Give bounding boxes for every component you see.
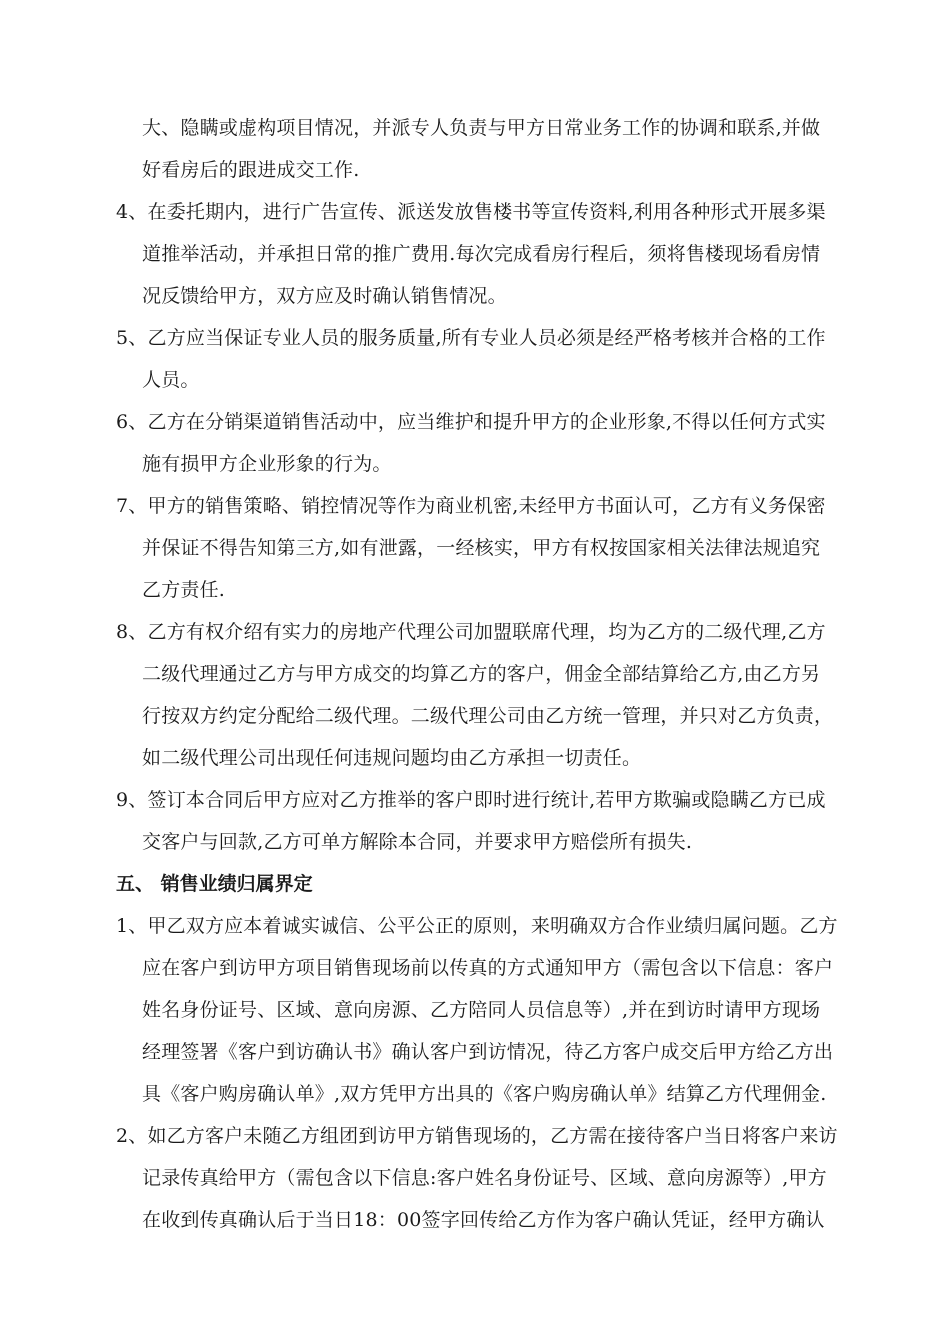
paragraph-line: 交客户与回款,乙方可单方解除本合同，并要求甲方赔偿所有损失. (142, 831, 693, 853)
paragraph-line: 应在客户到访甲方项目销售现场前以传真的方式通知甲方（需包含以下信息：客户 (142, 957, 834, 979)
list-item-5: 5、乙方应当保证专业人员的服务质量,所有专业人员必须是经严格考核并合格的工作 (116, 327, 826, 349)
list-item-7: 7、甲方的销售策略、销控情况等作为商业机密,未经甲方书面认可，乙方有义务保密 (116, 495, 826, 517)
list-item-8: 8、乙方有权介绍有实力的房地产代理公司加盟联席代理，均为乙方的二级代理,乙方 (116, 621, 826, 643)
paragraph-line: 如二级代理公司出现任何违规问题均由乙方承担一切责任。 (142, 747, 642, 769)
paragraph-line: 施有损甲方企业形象的行为。 (142, 453, 392, 475)
list-item-2: 2、如乙方客户未随乙方组团到访甲方销售现场的，乙方需在接待客户当日将客户来访 (116, 1125, 838, 1147)
list-item-1: 1、甲乙双方应本着诚实诚信、公平公正的原则，来明确双方合作业绩归属问题。乙方 (116, 915, 838, 937)
paragraph-line: 行按双方约定分配给二级代理。二级代理公司由乙方统一管理，并只对乙方负责， (142, 705, 834, 727)
paragraph-line: 况反馈给甲方，双方应及时确认销售情况。 (142, 285, 507, 307)
paragraph-line: 在收到传真确认后于当日18：00签字回传给乙方作为客户确认凭证，经甲方确认 (142, 1209, 825, 1231)
paragraph-line: 道推举活动，并承担日常的推广费用.每次完成看房行程后，须将售楼现场看房情 (142, 243, 821, 265)
list-item-4: 4、在委托期内，进行广告宣传、派送发放售楼书等宣传资料,利用各种形式开展多渠 (116, 201, 826, 223)
list-item-9: 9、签订本合同后甲方应对乙方推举的客户即时进行统计,若甲方欺骗或隐瞒乙方已成 (116, 789, 826, 811)
paragraph-line: 姓名身份证号、区域、意向房源、乙方陪同人员信息等）,并在到访时请甲方现场 (142, 999, 821, 1021)
list-item-6: 6、乙方在分销渠道销售活动中，应当维护和提升甲方的企业形象,不得以任何方式实 (116, 411, 826, 433)
paragraph-line: 经理签署《客户到访确认书》确认客户到访情况，待乙方客户成交后甲方给乙方出 (142, 1041, 834, 1063)
paragraph-line: 并保证不得告知第三方,如有泄露，一经核实，甲方有权按国家相关法律法规追究 (142, 537, 821, 559)
section-heading: 五、 销售业绩归属界定 (116, 873, 313, 895)
paragraph-line: 二级代理通过乙方与甲方成交的均算乙方的客户，佣金全部结算给乙方,由乙方另 (142, 663, 821, 685)
paragraph-line: 好看房后的跟进成交工作. (142, 159, 360, 181)
paragraph-line: 具《客户购房确认单》,双方凭甲方出具的《客户购房确认单》结算乙方代理佣金. (142, 1083, 827, 1105)
paragraph-line: 记录传真给甲方（需包含以下信息:客户姓名身份证号、区域、意向房源等）,甲方 (142, 1167, 827, 1189)
paragraph-line: 大、隐瞒或虚构项目情况，并派专人负责与甲方日常业务工作的协调和联系,并做 (142, 117, 821, 139)
paragraph-line: 乙方责任. (142, 579, 226, 601)
paragraph-line: 人员。 (142, 369, 200, 391)
